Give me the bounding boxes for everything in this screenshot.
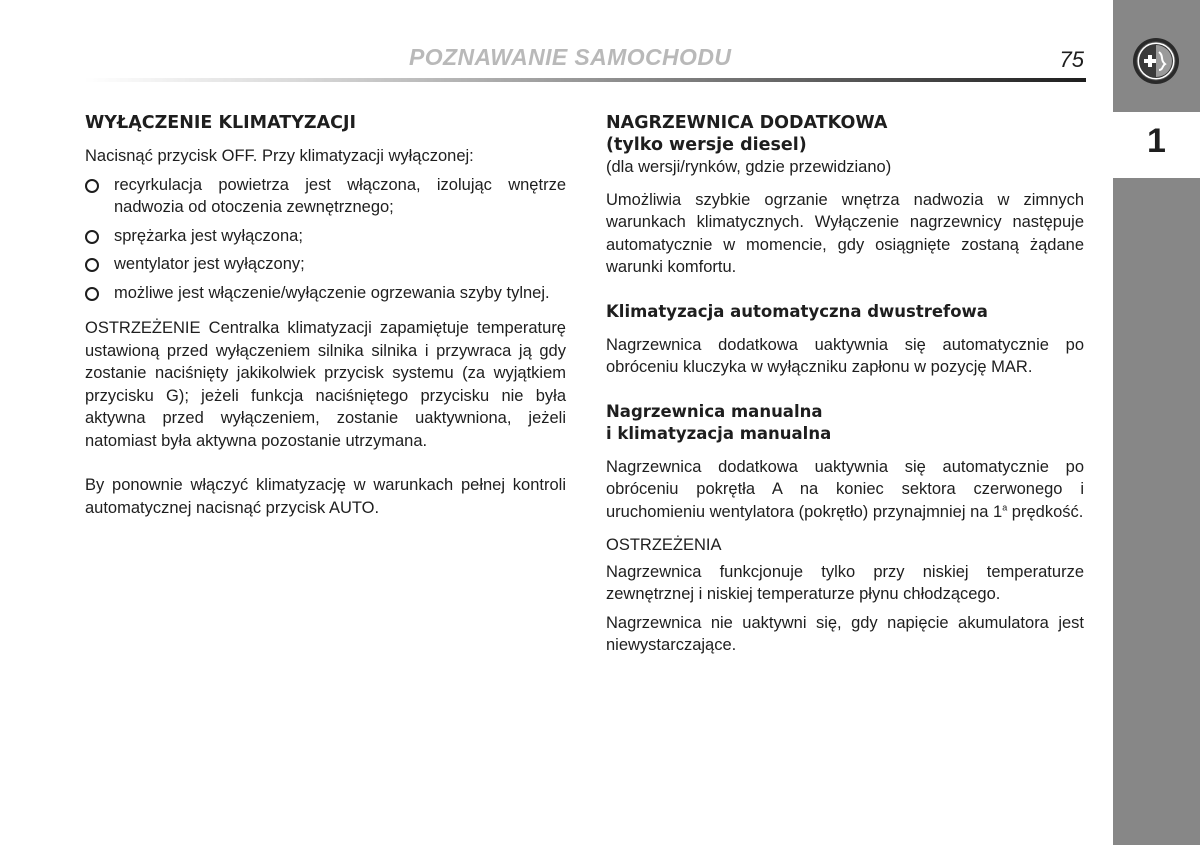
list-item: możliwe jest włączenie/wyłączenie ogrzewania szyby tylnej. [85, 282, 566, 305]
section-heading: WYŁĄCZENIE KLIMATYZACJI [85, 113, 356, 133]
circle-bullet-icon [85, 287, 99, 301]
circle-bullet-icon [85, 258, 99, 272]
list-item: recyrkulacja powietrza jest włączona, izolując wnętrze nadwozia od otoczenia zewnętrznego; [85, 174, 566, 219]
page-header [84, 44, 1086, 84]
intro-paragraph: Umożliwia szybkie ogrzanie wnętrza nadwozia w zimnych warunkach klimatycznych. Wyłączenie nagrzewnicy następuje automatycznie w momencie, gdy osiągnięte zostaną żądane warunki komfortu. [606, 190, 1084, 276]
heading-line: i klimatyzacja manualna [606, 423, 832, 443]
right-column [606, 112, 1084, 657]
intro-paragraph: Nacisnąć przycisk OFF. Przy klimatyzacji wyłączonej: [85, 147, 474, 165]
sidebar-bottom-panel [1113, 178, 1200, 845]
circle-bullet-icon [85, 179, 99, 193]
sidebar-top-panel [1113, 0, 1200, 112]
page-section-title: POZNAWANIE SAMOCHODU [409, 44, 732, 70]
page-number: 75 [1059, 47, 1084, 72]
chapter-number: 1 [1147, 122, 1166, 160]
warnings-label: OSTRZEŻENIA [606, 536, 722, 554]
availability-note: (dla wersji/rynków, gdzie przewidziano) [606, 158, 892, 176]
header-divider [84, 78, 1086, 82]
warning-paragraph: Nagrzewnica funkcjonuje tylko przy niskiej temperaturze zewnętrznej i niskiej temperaturze płynu chłodzącego. [606, 562, 1084, 603]
chapter-tab [1113, 112, 1200, 178]
warning-paragraph: OSTRZEŻENIE Centralka klimatyzacji zapamiętuje temperaturę ustawioną przed wyłączeniem silnika silnika i przywraca ją gdy zostanie naciśnięty jakikolwiek przycisk systemu (za wyjątkiem przycisku G); jeżeli funkcja naciśniętego przycisku nie była aktywna przed wyłączeniem, zostanie uaktywniona, jeżeli natomiast była aktywna pozostanie utrzymana. [85, 319, 566, 450]
left-column [85, 112, 566, 519]
heading-line: (tylko wersje diesel) [606, 135, 807, 155]
alfa-romeo-logo-icon [1131, 36, 1181, 86]
closing-paragraph: By ponownie włączyć klimatyzację w warunkach pełnej kontroli automatycznej nacisnąć przycisk AUTO. [85, 476, 566, 517]
section-heading [606, 112, 1084, 156]
heading-line: Nagrzewnica manualna [606, 401, 823, 421]
chapter-sidebar [1113, 0, 1200, 845]
subsection-heading: Klimatyzacja automatyczna dwustrefowa [606, 301, 988, 321]
subsection-heading [606, 401, 1084, 445]
list-item: wentylator jest wyłączony; [85, 253, 566, 276]
circle-bullet-icon [85, 230, 99, 244]
list-item: sprężarka jest wyłączona; [85, 225, 566, 248]
body-paragraph: Nagrzewnica dodatkowa uaktywnia się automatycznie po obróceniu kluczyka w wyłączniku zapłonu w pozycję MAR. [606, 335, 1084, 376]
ordinal-superscript: a [1002, 502, 1008, 512]
heading-line: NAGRZEWNICA DODATKOWA [606, 113, 888, 133]
warning-paragraph: Nagrzewnica nie uaktywni się, gdy napięcie akumulatora jest niewystarczające. [606, 613, 1084, 654]
body-paragraph: Nagrzewnica dodatkowa uaktywnia się automatycznie po obróceniu pokrętła A na koniec sektora czerwonego i uruchomieniu wentylatora (pokrętło) przynajmniej na 1$^a$ prędkość. [606, 457, 1084, 521]
bullet-list [85, 174, 566, 305]
